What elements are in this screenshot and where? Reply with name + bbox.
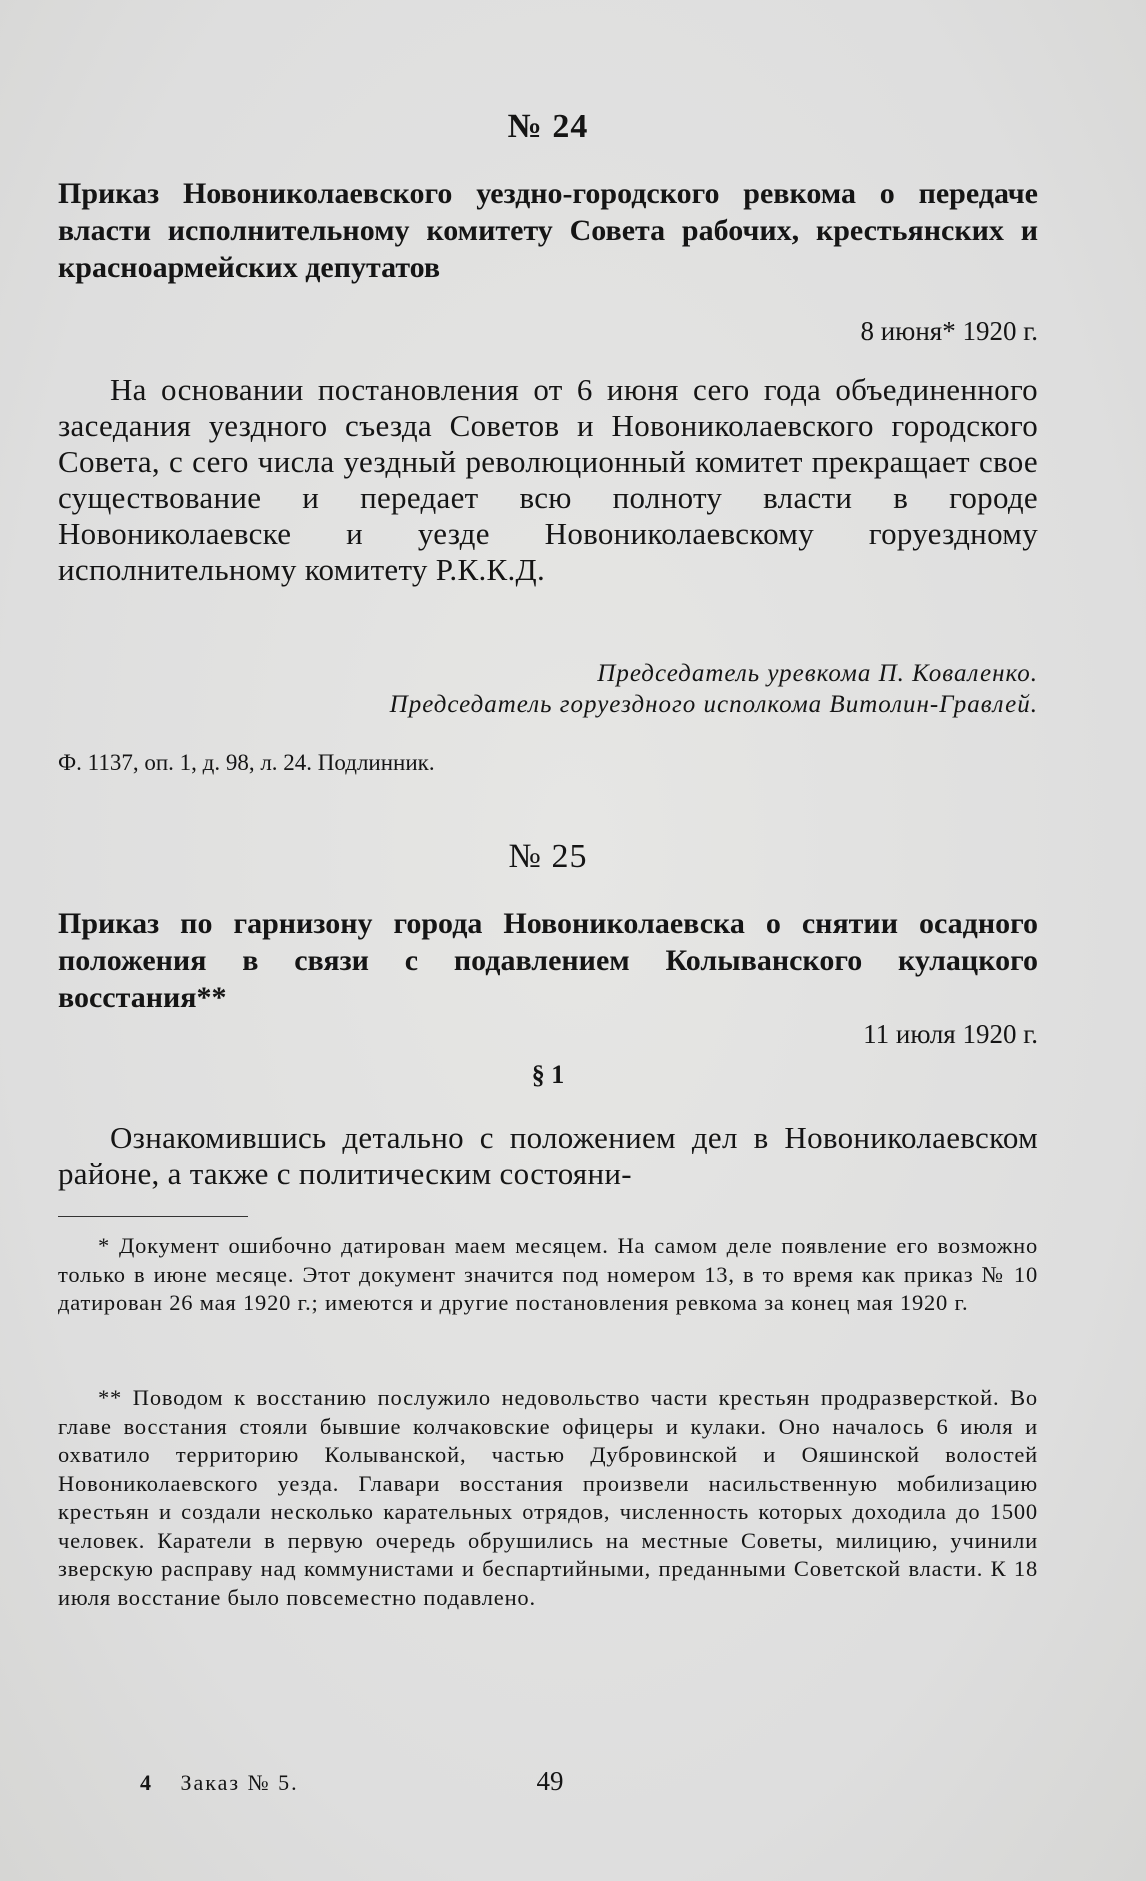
order-number: Заказ № 5.: [180, 1770, 299, 1795]
document-25-date: 11 июля 1920 г.: [863, 1019, 1038, 1049]
document-24-date: 8 июня* 1920 г.: [860, 316, 1038, 346]
signature-chairman-revkom: Председатель уревкома П. Коваленко.: [597, 660, 1038, 687]
page-number: 49: [536, 1766, 564, 1796]
document-24-archive-source: Ф. 1137, оп. 1, д. 98, л. 24. Подлинник.: [58, 750, 435, 775]
printer-signature: [140, 1770, 299, 1796]
section-mark: § 1: [531, 1060, 565, 1089]
footnote-2: ** Поводом к восстанию послужило недовольство части крестьян продразверсткой. Во главе восстания стояли бывшие колчаковские офицеры и кулаки. Оно началось 6 июля и охватило территорию Колыванской, частью Дубровинской и Ояшинской волостей Новониколаевского уезда. Главари восстания произвели насильственную мобилизацию крестьян и создали несколько карательных отрядов, численность которых доходила до 1500 человек. Каратели в первую очередь обрушились на местные Советы, милицию, учинили зверскую расправу над коммунистами и беспартийными, преданными Советской власти. К 18 июля восстание было повсеместно подавлено.: [58, 1385, 1038, 1610]
document-number-25: № 25: [508, 838, 588, 875]
signature-chairman-ispolkom: Председатель горуездного исполкома Витолин-Гравлей.: [389, 691, 1038, 718]
sheet-number: 4: [140, 1770, 153, 1795]
document-25-body: Ознакомившись детально с положением дел в Новониколаевском районе, а также с политическим состояни-: [58, 1120, 1038, 1191]
document-24-body: На основании постановления от 6 июня сего года объединенного заседания уездного съезда Советов и Новониколаевского городского Совета, с сего числа уездный революционный комитет прекращает свое существование и передает всю полноту власти в городе Новониколаевске и уезде Новониколаевскому горуездному исполнительному комитету Р.К.К.Д.: [58, 372, 1038, 587]
footnote-divider: [58, 1216, 248, 1217]
document-24-title: Приказ Новониколаевского уездно-городского ревкома о передаче власти исполнительному комитету Совета рабочих, крестьянских и красноармейских депутатов: [58, 177, 1038, 284]
document-number-24: № 24: [507, 108, 589, 145]
document-25-title: Приказ по гарнизону города Новониколаевска о снятии осадного положения в связи с подавлением Колыванского кулацкого восстания**: [58, 907, 1038, 1014]
footnote-1: * Документ ошибочно датирован маем месяцем. На самом деле появление его возможно только в июне месяце. Этот документ значится под номером 13, в то время как приказ № 10 датирован 26 мая 1920 г.; имеются и другие постановления ревкома за конец мая 1920 г.: [58, 1233, 1038, 1315]
